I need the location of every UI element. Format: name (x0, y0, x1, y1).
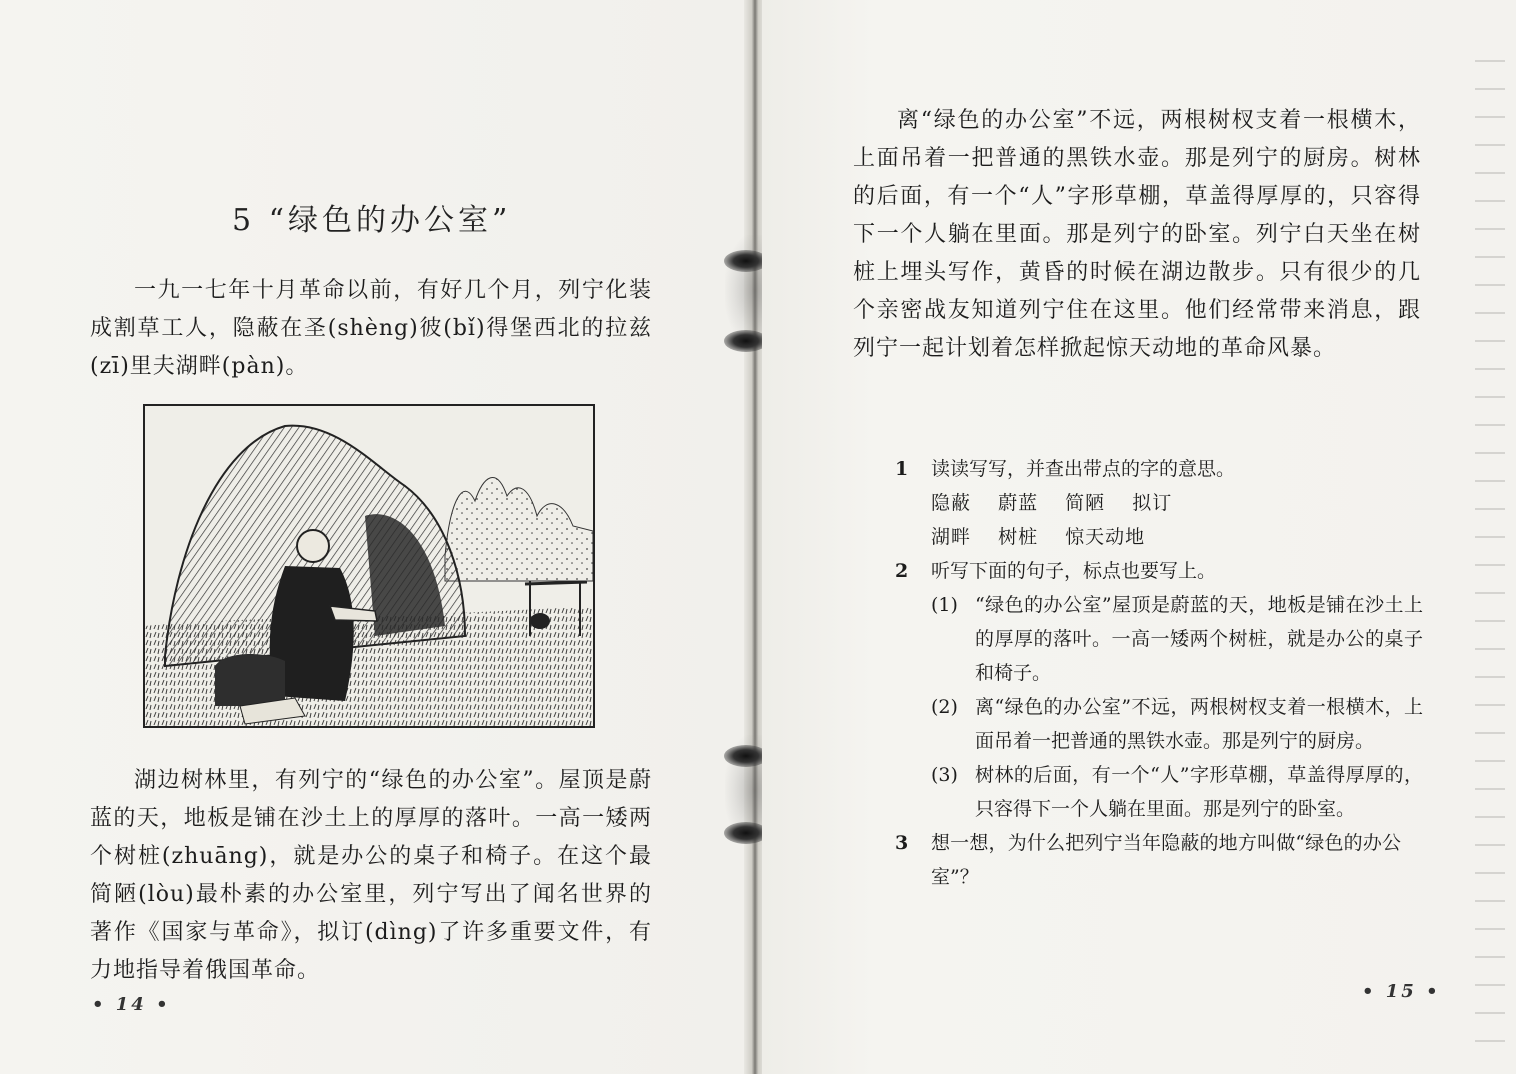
exercise-prompt: 读读写写，并查出带点的字的意思。 (931, 458, 1236, 480)
exercise-1 (895, 452, 1435, 486)
left-paragraph-1-text: 一九一七年十月革命以前，有好几个月，列宁化装成割草工人，隐蔽在圣(shèng)彼(bǐ)得堡西北的拉兹(zī)里夫湖畔(pàn)。 (90, 278, 652, 379)
word: 树桩 (998, 526, 1039, 548)
item-text: 树林的后面，有一个“人”字形草棚，草盖得厚厚的，只容得下一个人躺在里面。那是列宁的卧室。 (975, 764, 1423, 820)
exercise-1-words-row-1 (895, 486, 1435, 520)
item-text: “绿色的办公室”屋顶是蔚蓝的天，地板是铺在沙土上的厚厚的落叶。一高一矮两个树桩，就是办公的桌子和椅子。 (975, 594, 1423, 684)
item-text: 离“绿色的办公室”不远，两根树杈支着一根横木，上面吊着一把普通的黑铁水壶。那是列宁的厨房。 (975, 696, 1423, 752)
item-number: (2) (931, 696, 958, 718)
woodcut-illustration-icon (145, 406, 593, 726)
left-page (0, 0, 750, 1074)
lesson-title: 5 “绿色的办公室” (232, 203, 512, 238)
page-edge-marks (1475, 60, 1505, 1060)
word: 湖畔 (931, 526, 972, 548)
exercise-2-item-1 (895, 588, 1435, 690)
exercise-2-item-2 (895, 690, 1435, 758)
word: 隐蔽 (931, 492, 972, 514)
exercise-2 (895, 554, 1435, 588)
page-number-left: • 14 • (92, 994, 171, 1015)
exercise-2-item-3 (895, 758, 1435, 826)
left-paragraph-2-text: 湖边树林里，有列宁的“绿色的办公室”。屋顶是蔚蓝的天，地板是铺在沙土上的厚厚的落叶。一高一矮两个树桩(zhuāng)，就是办公的桌子和椅子。在这个最简陋(lòu)最朴素的办公室里，列宁写出了闻名世界的著作《国家与革命》，拟订(dìng)了许多重要文件，有力地指导着俄国革命。 (90, 768, 652, 983)
exercise-prompt: 听写下面的句子，标点也要写上。 (931, 560, 1217, 582)
left-paragraph-1 (90, 272, 652, 386)
item-number: (1) (931, 594, 958, 616)
word: 拟订 (1132, 492, 1173, 514)
word: 蔚蓝 (998, 492, 1039, 514)
left-paragraph-2 (90, 762, 652, 990)
word: 惊天动地 (1065, 526, 1146, 548)
exercises (895, 452, 1435, 894)
exercise-number: 1 (895, 458, 909, 480)
word: 简陋 (1065, 492, 1106, 514)
exercise-1-words-row-2 (895, 520, 1435, 554)
exercise-number: 3 (895, 832, 909, 854)
exercise-prompt: 想一想，为什么把列宁当年隐蔽的地方叫做“绿色的办公室”？ (931, 832, 1401, 888)
right-paragraph-1-text: 离“绿色的办公室”不远，两根树杈支着一根横木，上面吊着一把普通的黑铁水壶。那是列宁的厨房。树林的后面，有一个“人”字形草棚，草盖得厚厚的，只容得下一个人躺在里面。那是列宁的卧室。列宁白天坐在树桩上埋头写作，黄昏的时候在湖边散步。只有很少的几个亲密战友知道列宁住在这里。他们经常带来消息，跟列宁一起计划着怎样掀起惊天动地的革命风暴。 (853, 108, 1421, 361)
item-number: (3) (931, 764, 958, 786)
right-paragraph-1 (853, 102, 1421, 368)
exercise-3 (895, 826, 1435, 894)
exercise-number: 2 (895, 560, 909, 582)
page-number-right: • 15 • (1362, 981, 1441, 1002)
illustration (143, 404, 595, 728)
